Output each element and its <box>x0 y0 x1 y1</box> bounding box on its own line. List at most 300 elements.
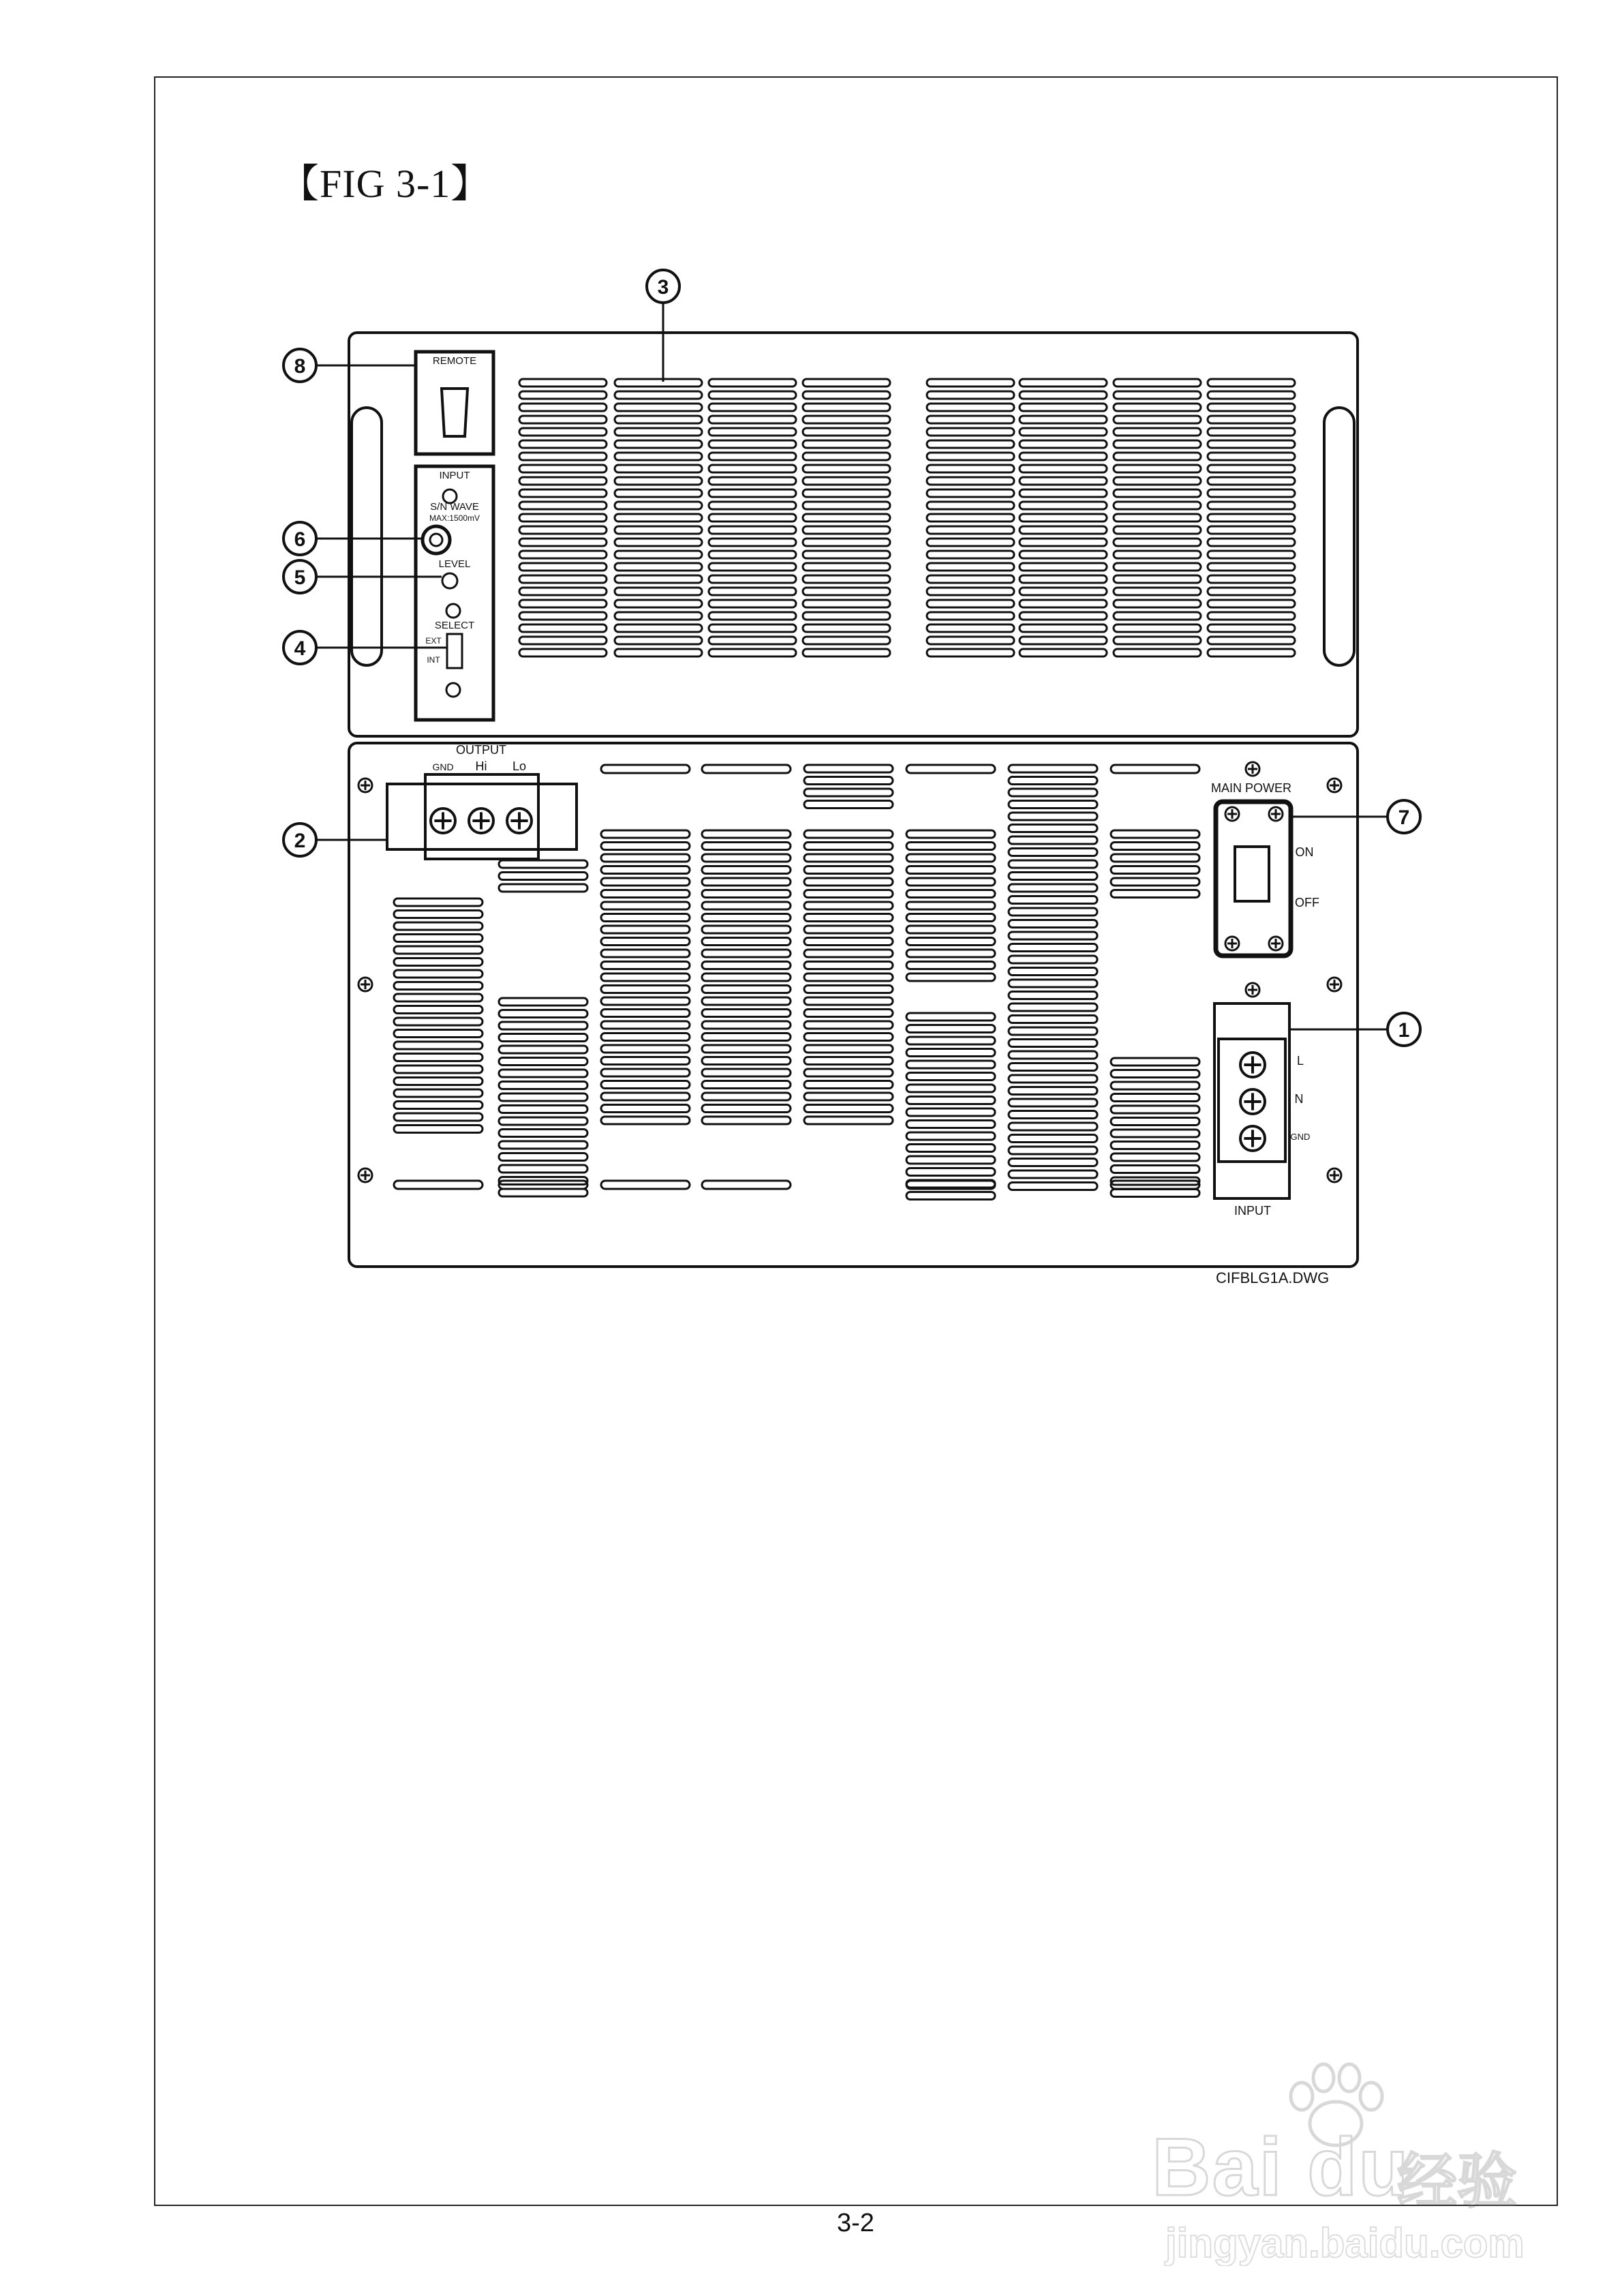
vent-slot <box>803 453 890 460</box>
vent-slot <box>702 1057 791 1065</box>
vent-slot <box>1208 514 1295 522</box>
vent-slot <box>394 922 483 930</box>
vent-slot <box>803 539 890 546</box>
vent-slot <box>927 600 1014 607</box>
callout-3-num: 3 <box>657 276 669 299</box>
vent-slot <box>803 391 890 399</box>
vent-slot <box>499 873 587 880</box>
vent-slot <box>1020 416 1107 423</box>
vent-slot <box>1111 1153 1199 1161</box>
bnc-connector <box>423 526 450 554</box>
vent-slot <box>394 982 483 990</box>
vent-slot <box>1208 551 1295 558</box>
vent-slot <box>1020 391 1107 399</box>
vent-slot <box>1020 379 1107 387</box>
vent-slot <box>1009 1087 1097 1095</box>
vent-slot <box>803 649 890 656</box>
vent-slot <box>906 902 995 909</box>
vent-slot <box>1020 477 1107 485</box>
vent-slot <box>709 514 796 522</box>
select-label: SELECT <box>434 620 475 631</box>
vent-slot <box>803 624 890 632</box>
vent-slot <box>927 489 1014 497</box>
vent-slot <box>804 986 893 993</box>
vent-slot <box>1111 830 1199 838</box>
vent-slot <box>1020 502 1107 509</box>
vent-slot <box>1009 1111 1097 1119</box>
vent-slot <box>709 600 796 607</box>
vent-slot <box>615 404 702 411</box>
vent-slot <box>1111 1142 1199 1149</box>
vent-slot <box>601 914 690 922</box>
vent-slot <box>803 440 890 448</box>
vent-slot <box>1111 765 1199 773</box>
remote-box <box>416 352 493 454</box>
vent-slot <box>709 649 796 656</box>
vent-slot <box>804 1117 893 1124</box>
vent-slot <box>927 477 1014 485</box>
vent-slot <box>601 866 690 874</box>
vent-slot <box>394 935 483 942</box>
vent-slot <box>519 526 607 534</box>
vent-slot <box>499 1082 587 1089</box>
vent-slot <box>1208 428 1295 436</box>
vent-slot <box>394 1054 483 1061</box>
vent-slot <box>1114 502 1201 509</box>
vent-slot <box>615 637 702 644</box>
vent-slot <box>702 765 791 773</box>
vent-slot <box>1009 813 1097 820</box>
vent-slot <box>519 465 607 472</box>
vent-slot <box>499 1153 587 1161</box>
vent-slot <box>1009 944 1097 952</box>
vent-slot <box>601 1069 690 1076</box>
output-terminal-lo: Lo <box>512 759 527 773</box>
vent-slot <box>1114 404 1201 411</box>
vent-slot <box>1009 825 1097 832</box>
vent-slot <box>615 440 702 448</box>
vent-slot <box>394 1030 483 1038</box>
vent-slot <box>702 986 791 993</box>
vent-slot <box>1114 649 1201 656</box>
vent-slot <box>1009 980 1097 987</box>
vent-slot <box>927 526 1014 534</box>
vent-slot <box>499 1034 587 1042</box>
vent-slot <box>519 575 607 583</box>
vent-slot <box>1208 563 1295 571</box>
vent-slot <box>803 502 890 509</box>
vent-slot <box>906 1132 995 1140</box>
vent-slot <box>702 902 791 909</box>
vent-slot <box>702 1093 791 1100</box>
vent-slot <box>803 600 890 607</box>
vent-slot <box>499 1058 587 1066</box>
vent-slot <box>804 866 893 874</box>
vent-slot <box>601 1010 690 1017</box>
vent-slot <box>1009 1170 1097 1178</box>
vent-slot <box>1114 588 1201 595</box>
vent-slot <box>702 1069 791 1076</box>
vent-slot <box>702 973 791 981</box>
vent-slot <box>906 830 995 838</box>
vent-slot <box>906 1061 995 1068</box>
vent-slot <box>1009 1075 1097 1083</box>
vent-slot <box>804 1081 893 1089</box>
vent-slot <box>1009 873 1097 880</box>
vent-slot <box>394 1066 483 1073</box>
vent-slot <box>709 502 796 509</box>
vent-slot <box>1111 866 1199 874</box>
vent-slot <box>927 551 1014 558</box>
vent-slot <box>1114 428 1201 436</box>
vent-slot <box>1114 612 1201 620</box>
vent-slot <box>601 890 690 898</box>
vent-slot <box>702 950 791 957</box>
drawing-ref: CIFBLG1A.DWG <box>1216 1269 1330 1286</box>
vent-slot <box>394 1113 483 1121</box>
vent-slot <box>1020 649 1107 656</box>
vent-slot <box>906 938 995 946</box>
vent-slot <box>601 1021 690 1029</box>
vent-slot <box>499 884 587 892</box>
vent-slot <box>601 1081 690 1089</box>
vent-slot <box>927 428 1014 436</box>
vent-slot <box>1114 551 1201 558</box>
vent-slot <box>804 926 893 933</box>
vent-slot <box>394 970 483 978</box>
vent-slot <box>803 612 890 620</box>
vent-slot <box>702 962 791 969</box>
vent-slot <box>1009 968 1097 976</box>
db9-connector <box>442 389 468 436</box>
vent-slot <box>906 1192 995 1200</box>
vent-slot <box>601 938 690 946</box>
vent-slot <box>702 1021 791 1029</box>
vent-slot <box>1009 765 1097 772</box>
vent-slot <box>1208 477 1295 485</box>
vent-slot <box>1009 1063 1097 1071</box>
vent-slot <box>804 902 893 909</box>
vent-slot <box>1114 477 1201 485</box>
vent-slot <box>615 624 702 632</box>
vent-slot <box>709 489 796 497</box>
vent-slot <box>615 575 702 583</box>
vent-slot <box>803 637 890 644</box>
vent-slot <box>499 1106 587 1113</box>
vent-slot <box>601 843 690 850</box>
vent-slot <box>519 404 607 411</box>
vent-slot <box>1020 489 1107 497</box>
vent-slot <box>702 1117 791 1124</box>
baidu-watermark <box>1152 2059 1533 2266</box>
vent-slot <box>519 428 607 436</box>
vent-slot <box>1111 1130 1199 1137</box>
vent-slot <box>499 1046 587 1053</box>
vent-slot <box>804 1069 893 1076</box>
upper-vents <box>519 379 1295 656</box>
vent-slot <box>1114 379 1201 387</box>
vent-slot <box>499 1130 587 1137</box>
vent-slot <box>804 1105 893 1113</box>
vent-slot <box>1009 1016 1097 1023</box>
vent-slot <box>601 1057 690 1065</box>
vent-slot <box>906 1145 995 1152</box>
vent-slot <box>1009 1040 1097 1047</box>
vent-slot <box>1114 391 1201 399</box>
vent-slot <box>1208 649 1295 656</box>
screw-mid <box>446 604 460 618</box>
vent-slot <box>927 514 1014 522</box>
vent-slot <box>1009 1147 1097 1154</box>
vent-slot <box>1020 612 1107 620</box>
vent-slot <box>927 563 1014 571</box>
vent-slot <box>519 563 607 571</box>
vent-slot <box>1020 440 1107 448</box>
vent-slot <box>906 878 995 886</box>
vent-slot <box>615 477 702 485</box>
vent-slot <box>804 789 893 796</box>
vent-slot <box>803 575 890 583</box>
vent-slot <box>906 926 995 933</box>
vent-slot <box>615 416 702 423</box>
callout-5-num: 5 <box>294 567 306 589</box>
callout-8-num: 8 <box>294 355 306 378</box>
vent-slot <box>709 563 796 571</box>
vent-slot <box>906 843 995 850</box>
vent-slot <box>394 1089 483 1097</box>
lower-vents <box>394 765 1199 1200</box>
vent-slot <box>615 551 702 558</box>
vent-slot <box>804 878 893 886</box>
vent-slot <box>906 973 995 981</box>
vent-slot <box>1111 1118 1199 1126</box>
vent-slot <box>1208 600 1295 607</box>
vent-slot <box>1114 575 1201 583</box>
vent-slot <box>803 551 890 558</box>
vent-slot <box>1020 404 1107 411</box>
vent-slot <box>927 440 1014 448</box>
vent-slot <box>499 1117 587 1125</box>
vent-slot <box>1009 1159 1097 1166</box>
vent-slot <box>906 1168 995 1176</box>
vent-slot <box>601 1117 690 1124</box>
vent-slot <box>927 612 1014 620</box>
off-label: OFF <box>1295 896 1319 909</box>
callout-1-num: 1 <box>1398 1019 1410 1042</box>
vent-slot <box>1009 1027 1097 1035</box>
output-label: OUTPUT <box>456 743 506 757</box>
vent-slot <box>702 830 791 838</box>
vent-slot <box>1114 526 1201 534</box>
vent-slot <box>601 926 690 933</box>
vent-slot <box>709 440 796 448</box>
vent-slot <box>1208 588 1295 595</box>
vent-slot <box>519 502 607 509</box>
vent-slot <box>803 404 890 411</box>
vent-slot <box>1009 956 1097 963</box>
vent-slot <box>1208 416 1295 423</box>
vent-slot <box>804 1093 893 1100</box>
vent-slot <box>519 489 607 497</box>
vent-slot <box>1009 1099 1097 1106</box>
handle-left <box>352 408 382 665</box>
vent-slot <box>804 1033 893 1041</box>
vent-slot <box>804 1045 893 1053</box>
vent-slot <box>906 1037 995 1044</box>
vent-slot <box>927 465 1014 472</box>
vent-slot <box>601 962 690 969</box>
vent-slot <box>1208 391 1295 399</box>
vent-slot <box>709 612 796 620</box>
vent-slot <box>1208 575 1295 583</box>
vent-slot <box>601 973 690 981</box>
screw-bottom <box>446 683 460 697</box>
vent-slot <box>1208 624 1295 632</box>
vent-slot <box>615 502 702 509</box>
remote-label: REMOTE <box>432 355 477 367</box>
vent-slot <box>394 1018 483 1025</box>
vent-slot <box>499 1070 587 1077</box>
vent-slot <box>1020 514 1107 522</box>
vent-slot <box>804 1057 893 1065</box>
vent-slot <box>709 637 796 644</box>
vent-slot <box>803 514 890 522</box>
wave-label: S/N WAVE <box>430 501 479 513</box>
vent-slot <box>1114 563 1201 571</box>
vent-slot <box>499 1093 587 1101</box>
vent-slot <box>927 575 1014 583</box>
vent-slot <box>1114 514 1201 522</box>
vent-slot <box>709 404 796 411</box>
vent-slot <box>709 539 796 546</box>
vent-slot <box>1111 1082 1199 1089</box>
vent-slot <box>702 1105 791 1113</box>
vent-slot <box>394 911 483 918</box>
vent-slot <box>519 600 607 607</box>
vent-slot <box>519 477 607 485</box>
vent-slot <box>1111 843 1199 850</box>
vent-slot <box>1208 637 1295 644</box>
int-label: INT <box>427 655 440 665</box>
vent-slot <box>1009 896 1097 904</box>
vent-slot <box>519 612 607 620</box>
vent-slot <box>1114 637 1201 644</box>
vent-slot <box>499 1141 587 1149</box>
vent-slot <box>709 465 796 472</box>
vent-slot <box>1208 489 1295 497</box>
vent-slot <box>1020 526 1107 534</box>
vent-slot <box>394 994 483 1001</box>
vent-slot <box>1114 600 1201 607</box>
level-knob <box>442 573 457 588</box>
vent-slot <box>906 1013 995 1021</box>
vent-slot <box>394 946 483 954</box>
vent-slot <box>906 1085 995 1092</box>
watermark-url: jingyan.baidu.com <box>1165 2220 1525 2266</box>
vent-slot <box>1208 440 1295 448</box>
vent-slot <box>927 453 1014 460</box>
vent-slot <box>615 514 702 522</box>
vent-slot <box>1009 1051 1097 1059</box>
vent-slot <box>1114 453 1201 460</box>
vent-slot <box>804 914 893 922</box>
watermark-cn: 经验 <box>1397 2147 1518 2215</box>
vent-slot <box>1009 1183 1097 1190</box>
main-power-breaker <box>1216 802 1291 956</box>
vent-slot <box>1114 416 1201 423</box>
vent-slot <box>1111 1094 1199 1102</box>
vent-slot <box>1009 932 1097 939</box>
main-power-label: MAIN POWER <box>1210 781 1292 795</box>
vent-slot <box>804 1010 893 1017</box>
vent-slot <box>601 1181 690 1189</box>
vent-slot <box>601 950 690 957</box>
vent-slot <box>709 624 796 632</box>
vent-slot <box>615 391 702 399</box>
watermark-brand: Bai du <box>1152 2121 1410 2213</box>
vent-slot <box>499 998 587 1006</box>
vent-slot <box>1020 539 1107 546</box>
vent-slot <box>615 588 702 595</box>
vent-slot <box>1009 849 1097 856</box>
vent-slot <box>709 416 796 423</box>
page-number: 3-2 <box>837 2209 874 2237</box>
vent-slot <box>1009 1003 1097 1011</box>
vent-slot <box>1020 551 1107 558</box>
vent-slot <box>906 890 995 898</box>
vent-slot <box>1111 854 1199 862</box>
vent-slot <box>615 453 702 460</box>
vent-slot <box>702 1033 791 1041</box>
input-label-upper: INPUT <box>439 470 470 481</box>
vent-slot <box>804 1021 893 1029</box>
vent-slot <box>906 914 995 922</box>
input-label-lower: INPUT <box>1234 1204 1271 1218</box>
vent-slot <box>1009 992 1097 999</box>
on-label: ON <box>1295 845 1314 859</box>
callout-2-num: 2 <box>294 830 306 852</box>
vent-slot <box>906 1121 995 1128</box>
vent-slot <box>1020 600 1107 607</box>
input-terminal-n: N <box>1294 1092 1304 1106</box>
vent-slot <box>1111 1070 1199 1078</box>
vent-slot <box>1208 465 1295 472</box>
vent-slot <box>1114 440 1201 448</box>
vent-slot <box>394 1181 483 1189</box>
vent-slot <box>519 453 607 460</box>
vent-slot <box>615 600 702 607</box>
vent-slot <box>702 854 791 862</box>
vent-slot <box>1111 878 1199 886</box>
vent-slot <box>709 428 796 436</box>
vent-slot <box>615 465 702 472</box>
vent-slot <box>1111 1166 1199 1173</box>
vent-slot <box>702 843 791 850</box>
vent-slot <box>804 938 893 946</box>
vent-slot <box>803 489 890 497</box>
handle-right <box>1324 408 1354 665</box>
vent-slot <box>804 801 893 809</box>
vent-slot <box>601 765 690 773</box>
vent-slot <box>519 637 607 644</box>
vent-slot <box>803 526 890 534</box>
vent-slot <box>702 1045 791 1053</box>
vent-slot <box>1111 890 1199 898</box>
vent-slot <box>519 391 607 399</box>
vent-slot <box>519 649 607 656</box>
vent-slot <box>702 866 791 874</box>
vent-slot <box>519 440 607 448</box>
